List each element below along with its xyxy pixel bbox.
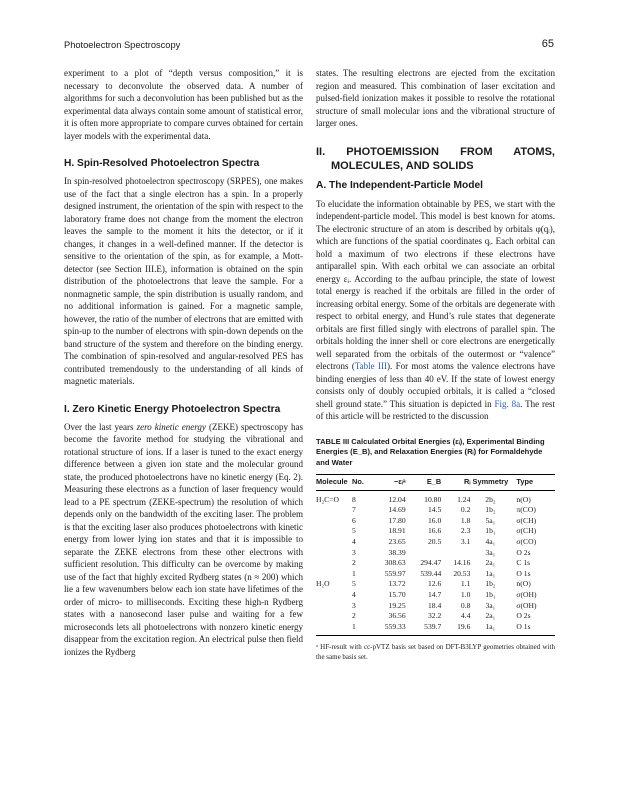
cell-molecule (316, 622, 352, 636)
cell-orbital-energy: 15.70 (388, 589, 406, 599)
zeke-text-start: Over the last years (64, 421, 137, 432)
cell-symmetry: 2a₁ (485, 611, 496, 621)
left-column (64, 67, 303, 658)
section-heading-zeke: I. Zero Kinetic Energy Photoelectron Spectra (64, 403, 281, 415)
cell-orbital-energy: 38.39 (388, 547, 406, 557)
model-text-a: To elucidate the information obtainable by PES, we start with the independent-particle model. This model is best known for atoms. The electronic structure of an atom is described by orbitals φ(qᵢ), which are functions of the spatial coordinates qᵢ. Each orbital can hold a maximum of two electrons if these electrons have antiparallel spin. With each orbital we can associate an orbital energy εᵢ. According to the aufbau principle, the state of lowest total energy is reached if the orbitals are filled in the order of increasing orbital energy. Some of the orbitals are degenerate with respect to orbital energy, and Hund’s rule states that degenerate orbitals are first filled singly with electrons of parallel spin. The orbitals holding the inner shell or core electrons are energetically well separated from the orbitals of the outermost or “valence” electrons ( (316, 198, 555, 371)
cell-orbital-energy: 14.69 (388, 505, 406, 515)
cell-type: O 2s (516, 547, 531, 557)
cell-symmetry: 1a₁ (470, 622, 510, 636)
cell-relaxation-energy: 19.6 (441, 622, 470, 636)
running-head: Photoelectron Spectroscopy (64, 40, 181, 50)
cell-no: 3 (352, 547, 356, 557)
cell-molecule (316, 548, 352, 559)
model-text-b: ). For most atoms the valence electrons have binding energies of less than 40 eV. If the state of lowest energy consists only of doubly occupied orbitals, it is called a “closed shell ground state.” This situation is depicted in (316, 361, 555, 409)
right-column (316, 67, 555, 662)
cell-type: σ(CO) (516, 536, 537, 546)
cell-binding-energy: 14.5 (427, 505, 442, 515)
cell-no: 2 (352, 611, 356, 621)
cell-symmetry: 1b₁ (485, 589, 496, 599)
cell-relaxation-energy: 20.53 (453, 568, 471, 578)
cell-molecule: H₂O (316, 579, 330, 589)
cell-molecule (316, 526, 352, 537)
cell-orbital-energy: 308.63 (384, 558, 406, 568)
cell-symmetry: 5a₁ (485, 515, 496, 525)
cell-symmetry: 4a₁ (485, 536, 496, 546)
table-row (316, 558, 555, 569)
table-header-row (316, 475, 555, 491)
cell-no: 4 (352, 589, 356, 599)
cell-type: O 1s (510, 622, 555, 636)
table-row (316, 622, 555, 636)
cell-molecule (316, 611, 352, 622)
table-row (316, 490, 555, 505)
cell-type: n(O) (516, 494, 531, 504)
table-row (316, 537, 555, 548)
header-type: Type (510, 475, 555, 491)
cell-no: 6 (352, 515, 356, 525)
cell-orbital-energy: 17.80 (388, 515, 406, 525)
header-molecule: Molecule (316, 475, 352, 491)
cell-type: C 1s (516, 558, 531, 568)
paragraph-depth-composition: experiment to a plot of “depth versus composition,” it is necessary to deconvolute the observed data. A number of algorithms for such a deconvolution has been published but as the experimental data always contain some amount of statistical error, it is often more appropriate to compare curves obtained for certain layer models with the experimental data. (64, 68, 303, 141)
cell-binding-energy: 539.7 (406, 622, 442, 636)
table-row (316, 579, 555, 590)
cell-molecule: H₂C=O (316, 494, 339, 504)
cell-relaxation-energy: 4.4 (460, 611, 471, 621)
cell-orbital-energy: 19.25 (388, 600, 406, 610)
cell-molecule (316, 569, 352, 580)
cell-relaxation-energy: 14.16 (453, 558, 471, 568)
cell-symmetry: 3a₁ (485, 600, 496, 610)
cell-type: σ(OH) (516, 600, 537, 610)
page-number: 65 (541, 38, 554, 50)
cell-binding-energy: 539.44 (420, 568, 442, 578)
header-relaxation-energy: Rᵢ (441, 475, 470, 491)
cell-no: 8 (352, 494, 356, 504)
cell-relaxation-energy: 0.2 (460, 505, 471, 515)
cell-binding-energy: 18.4 (427, 600, 442, 610)
cell-no: 4 (352, 536, 356, 546)
header-orbital-energy: −εᵢᵃ (370, 475, 406, 491)
table-caption: TABLE III Calculated Orbital Energies (εᵢ), Experimental Binding Energies (E_B), and Relaxation Energies (Rᵢ) for Formaldehyde and Water (316, 436, 545, 467)
paragraph-independent-particle (316, 198, 555, 423)
cell-no: 2 (352, 558, 356, 568)
section-heading-independent-particle: A. The Independent-Particle Model (316, 179, 483, 191)
cell-orbital-energy: 559.33 (370, 622, 406, 636)
cell-no: 5 (352, 526, 356, 536)
cell-molecule (316, 590, 352, 601)
table-row (316, 569, 555, 580)
table-row (316, 526, 555, 537)
model-text-c: . The rest of this article will be restricted to the discussion (316, 398, 555, 421)
page-header (64, 40, 554, 54)
cell-binding-energy: 14.7 (427, 589, 442, 599)
cell-orbital-energy: 18.91 (388, 526, 406, 536)
cell-binding-energy: 16.0 (427, 515, 442, 525)
cell-orbital-energy: 13.72 (388, 579, 406, 589)
table-footnote: ᵃ HF-result with cc-pVTZ basis set based on DFT-B3LYP geometries obtained with the same basis set. (316, 643, 555, 662)
orbital-energies-table (316, 474, 555, 636)
table-row (316, 611, 555, 622)
cell-symmetry: 2b₂ (485, 494, 496, 504)
fig-8a-link[interactable]: Fig. 8a (494, 398, 521, 409)
table-iii-link[interactable]: Table III (354, 361, 387, 371)
cell-relaxation-energy: 2.3 (460, 526, 471, 536)
cell-binding-energy: 16.6 (427, 526, 442, 536)
cell-molecule (316, 505, 352, 516)
cell-relaxation-energy: 1.1 (460, 579, 471, 589)
cell-symmetry: 1a₁ (485, 568, 496, 578)
cell-symmetry: 1b₁ (485, 526, 496, 536)
cell-binding-energy: 10.80 (424, 494, 442, 504)
cell-relaxation-energy: 0.8 (460, 600, 471, 610)
cell-type: n(O) (516, 579, 531, 589)
cell-relaxation-energy: 3.1 (460, 536, 471, 546)
cell-relaxation-energy: 1.8 (460, 515, 471, 525)
cell-symmetry: 2a₁ (485, 558, 496, 568)
cell-orbital-energy: 12.04 (388, 494, 406, 504)
cell-type: σ(OH) (516, 589, 537, 599)
cell-orbital-energy: 36.56 (388, 611, 406, 621)
header-no: No. (352, 475, 370, 491)
cell-no: 1 (352, 568, 356, 578)
cell-binding-energy: 20.5 (427, 536, 442, 546)
table-row (316, 601, 555, 612)
cell-symmetry: 1b₂ (485, 579, 496, 589)
cell-no: 3 (352, 600, 356, 610)
zeke-italic-term: zero kinetic energy (136, 421, 206, 432)
cell-symmetry: 1b₂ (485, 505, 496, 515)
cell-type: O 1s (516, 568, 531, 578)
cell-type: σ(CH) (516, 515, 537, 525)
cell-type: σ(CH) (516, 526, 537, 536)
zeke-text-rest: (ZEKE) spectroscopy has become the favorite method for studying the vibrational and rotational structure of ions. If a laser is tuned to the exact energy difference between a given ion state and the molecular ground state, the produced photoelectrons have no kinetic energy (Eq. 2). Measuring these electrons as a function of laser frequency would lead to a PE spectrum (ZEKE-spectrum) the resolution of which depends only on the bandwidth of the exciting laser. The problem is that the exciting laser also produces photoelectrons with kinetic energy from lower lying ion states and that it is impossible to separate the ZEKE electrons from these other electrons with sufficient resolution. This difficulty can be overcome by making use of the fact that highly excited Rydberg states (n ≈ 200) which lie a few wavenumbers below each ion state have lifetimes of the order of micro- to milliseconds. Exciting these high-n Rydberg states with a nanosecond laser pulse and waiting for a few microseconds lets all photoelectrons with nonzero kinetic energy disappear from the excitation region. An electrical pulse then field ionizes the Rydberg (64, 421, 303, 657)
cell-no: 1 (352, 622, 370, 636)
header-symmetry: Symmetry (470, 475, 510, 491)
header-binding-energy: E_B (406, 475, 442, 491)
cell-relaxation-energy: 1.24 (457, 494, 471, 504)
cell-molecule (316, 601, 352, 612)
section-heading-photoemission: II. PHOTOEMISSION FROM ATOMS, MOLECULES, AND SOLIDS (316, 145, 555, 172)
cell-molecule (316, 516, 352, 527)
paragraph-zeke (64, 421, 303, 659)
cell-symmetry: 3a₁ (485, 547, 496, 557)
cell-no: 7 (352, 505, 356, 515)
cell-molecule (316, 537, 352, 548)
table-row (316, 590, 555, 601)
cell-binding-energy: 294.47 (420, 558, 442, 568)
table-row (316, 516, 555, 527)
paragraph-rydberg-continuation: states. The resulting electrons are ejected from the excitation region and measured. This combination of laser excitation and pulsed-field ionization makes it possible to resolve the rotational structure of small molecular ions and the vibrational structure of larger ones. (316, 68, 555, 128)
cell-relaxation-energy (441, 548, 470, 559)
cell-relaxation-energy: 1.0 (460, 589, 471, 599)
cell-binding-energy (406, 548, 442, 559)
table-row (316, 505, 555, 516)
cell-binding-energy: 32.2 (427, 611, 442, 621)
cell-type: π(CO) (516, 505, 536, 515)
table-row (316, 548, 555, 559)
cell-no: 5 (352, 579, 356, 589)
cell-orbital-energy: 23.65 (388, 536, 406, 546)
cell-orbital-energy: 559.97 (384, 568, 406, 578)
section-heading-spin-resolved: H. Spin-Resolved Photoelectron Spectra (64, 158, 260, 169)
paragraph-spin-resolved: In spin-resolved photoelectron spectroscopy (SRPES), one makes use of the fact that a single electron has a spin. In a properly designed instrument, the orientation of the spin with respect to the laboratory frame does not change from the moment the electron leaves the sample to the moment it hits the detector, or if it changes, it changes in a well-defined manner. If the detector is sensitive to the orientation of the spin, as for example, a Mott-detector (see Section III.E), information is obtained on the spin distribution of the photoelectrons that leave the sample. For a nonmagnetic sample, the spin distribution is usually random, and no additional information is gained. For a magnetic sample, however, the ratio of the number of electrons that are emitted with spin-up to the number of electrons with spin-down depends on the band structure of the system and therefore on the binding energy. The combination of spin-resolved and angular-resolved PES has contributed tremendously to the understanding of all kinds of magnetic materials. (64, 176, 303, 386)
cell-type: O 2s (516, 611, 531, 621)
cell-binding-energy: 12.6 (427, 579, 442, 589)
cell-molecule (316, 558, 352, 569)
